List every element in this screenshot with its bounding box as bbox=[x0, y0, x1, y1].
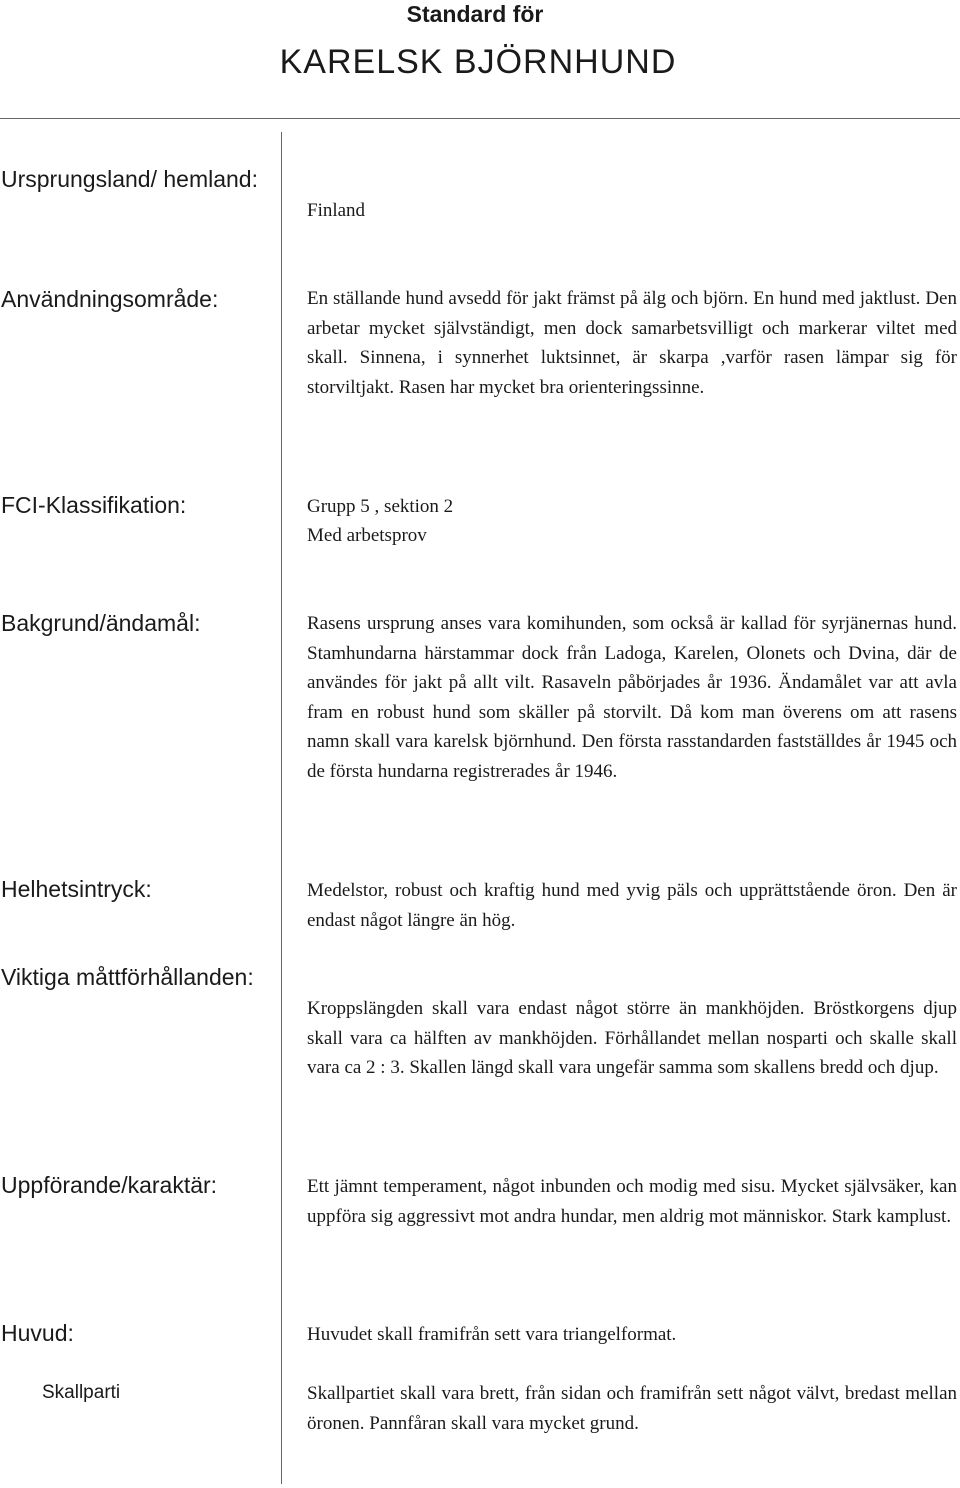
label-helhetsintryck: Helhetsintryck: bbox=[1, 876, 152, 902]
text-anvandningsomrade: En ställande hund avsedd för jakt främst på älg och björn. En hund med jaktlust. Den arbetar mycket självständigt, men dock samarbetsvilligt och markerar viltet med skall. Sinnena, i synnerhet luktsinnet, är skarpa ,varför rasen lämpar sig för storviltjakt. Rasen har mycket bra orienteringssinne. bbox=[307, 288, 957, 398]
text-fci-grupp: Grupp 5 , sektion 2 bbox=[307, 496, 454, 517]
pre-title: Standard för bbox=[406, 1, 544, 27]
label-bakgrund: Bakgrund/ändamål: bbox=[1, 610, 201, 636]
text-ursprungsland: Finland bbox=[307, 200, 366, 221]
column-divider bbox=[281, 132, 282, 1484]
text-skallparti: Skallpartiet skall vara brett, från sidan och framifrån sett något välvt, bredast mellan öronen. Pannfåran skall vara mycket grund. bbox=[307, 1383, 957, 1434]
text-bakgrund: Rasens ursprung anses vara komihunden, som också är kallad för syrjänernas hund. Stamhundarna härstammar dock från Ladoga, Karelen, Olonets och Dvina, där de användes för jakt på allt vilt. Rasaveln påbörjades år 1936. Ändamålet var att avla fram en robust hund som skäller på storvilt. Då kom man överens om att rasens namn skall vara karelsk björnhund. Den första rasstandarden fastställdes år 1945 och de första hundarna registrerades år 1946. bbox=[307, 613, 957, 782]
label-ursprungsland: Ursprungsland/ hemland: bbox=[1, 166, 258, 192]
label-mattforhallanden: Viktiga måttförhållanden: bbox=[1, 964, 254, 990]
text-mattforhallanden: Kroppslängden skall vara endast något större än mankhöjden. Bröstkorgens djup skall vara ca hälften av mankhöjden. Förhållandet mellan nosparti och skalle skall vara ca 2 : 3. Skallen längd skall vara ungefär samma som skallens bredd och djup. bbox=[307, 998, 957, 1079]
text-fci-arbetsprov: Med arbetsprov bbox=[307, 525, 427, 546]
text-helhetsintryck: Medelstor, robust och kraftig hund med yvig päls och upprättstående öron. Den är endast något längre än hög. bbox=[307, 880, 957, 931]
header-divider bbox=[0, 118, 960, 119]
label-skallparti: Skallparti bbox=[42, 1382, 121, 1403]
text-huvud: Huvudet skall framifrån sett vara triangelformat. bbox=[307, 1324, 677, 1345]
label-anvandningsomrade: Användningsområde: bbox=[1, 286, 219, 312]
text-uppforande: Ett jämnt temperament, något inbunden och modig med sisu. Mycket självsäker, kan uppföra sig aggressivt mot andra hundar, men aldrig mot människor. Stark kamplust. bbox=[307, 1176, 957, 1227]
page-title: KARELSK BJÖRNHUND bbox=[279, 43, 677, 81]
label-fci-klassifikation: FCI-Klassifikation: bbox=[1, 492, 187, 518]
label-huvud: Huvud: bbox=[1, 1320, 74, 1346]
label-uppforande: Uppförande/karaktär: bbox=[1, 1172, 218, 1198]
